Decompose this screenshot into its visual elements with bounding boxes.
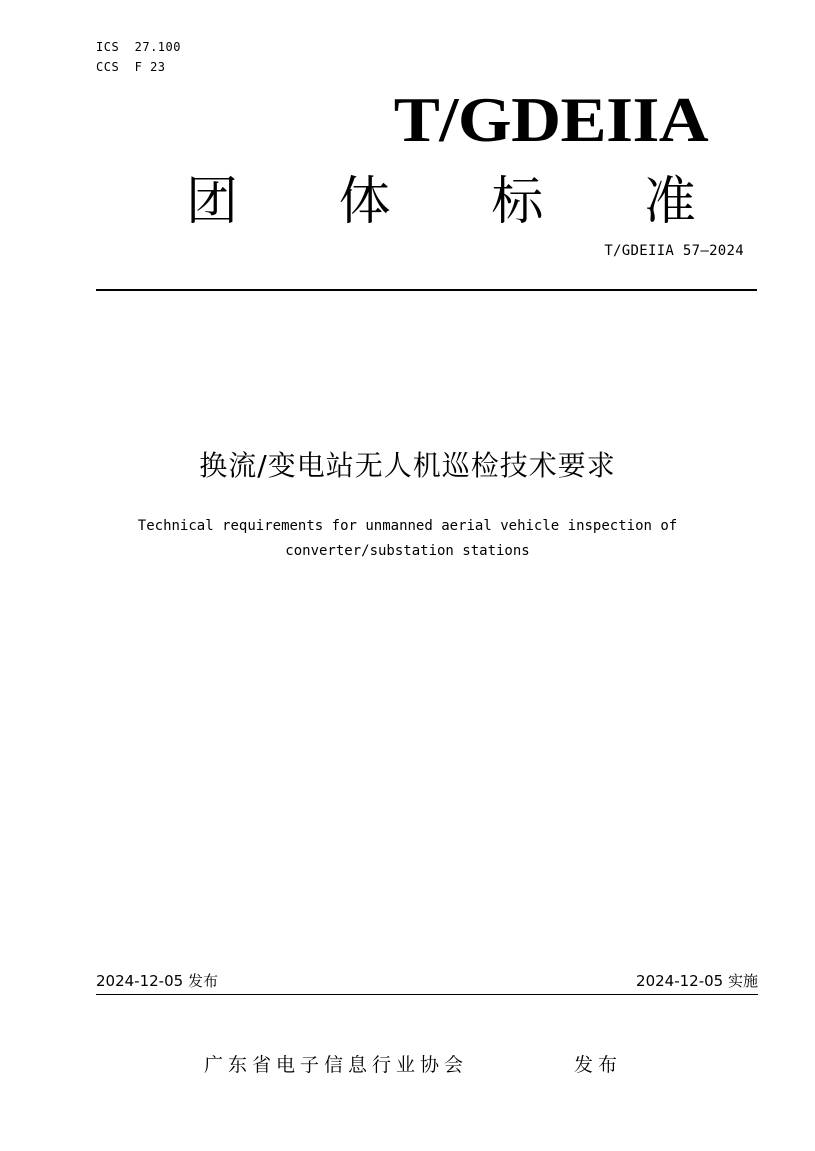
issuer-name: 广东省电子信息行业协会: [204, 1054, 469, 1076]
issuer-action: 发布: [574, 1054, 623, 1076]
document-title-en-line-1: Technical requirements for unmanned aerial vehicle inspection of: [137, 518, 678, 534]
standard-brand-code: T/GDEIIA: [393, 84, 708, 155]
standard-number: T/GDEIIA 57—2024: [604, 243, 744, 259]
implementation-date: 2024-12-05 实施: [636, 972, 758, 990]
top-divider: [96, 289, 757, 291]
issue-date: 2024-12-05 发布: [96, 972, 218, 990]
bottom-divider: [96, 994, 758, 995]
standard-type-heading: [186, 170, 696, 234]
standard-type-char-4: 准: [643, 172, 696, 232]
document-title-cn: 换流/变电站无人机巡检技术要求: [199, 449, 616, 482]
ics-code: ICS 27.100: [96, 40, 181, 54]
document-title-en-line-2: converter/substation stations: [285, 543, 530, 559]
ccs-code: CCS F 23: [96, 60, 166, 74]
standard-type-char-2: 体: [338, 172, 391, 232]
standard-type-char-3: 标: [491, 172, 544, 232]
document-title-en: [40, 514, 775, 564]
standard-type-char-1: 团: [186, 172, 239, 232]
